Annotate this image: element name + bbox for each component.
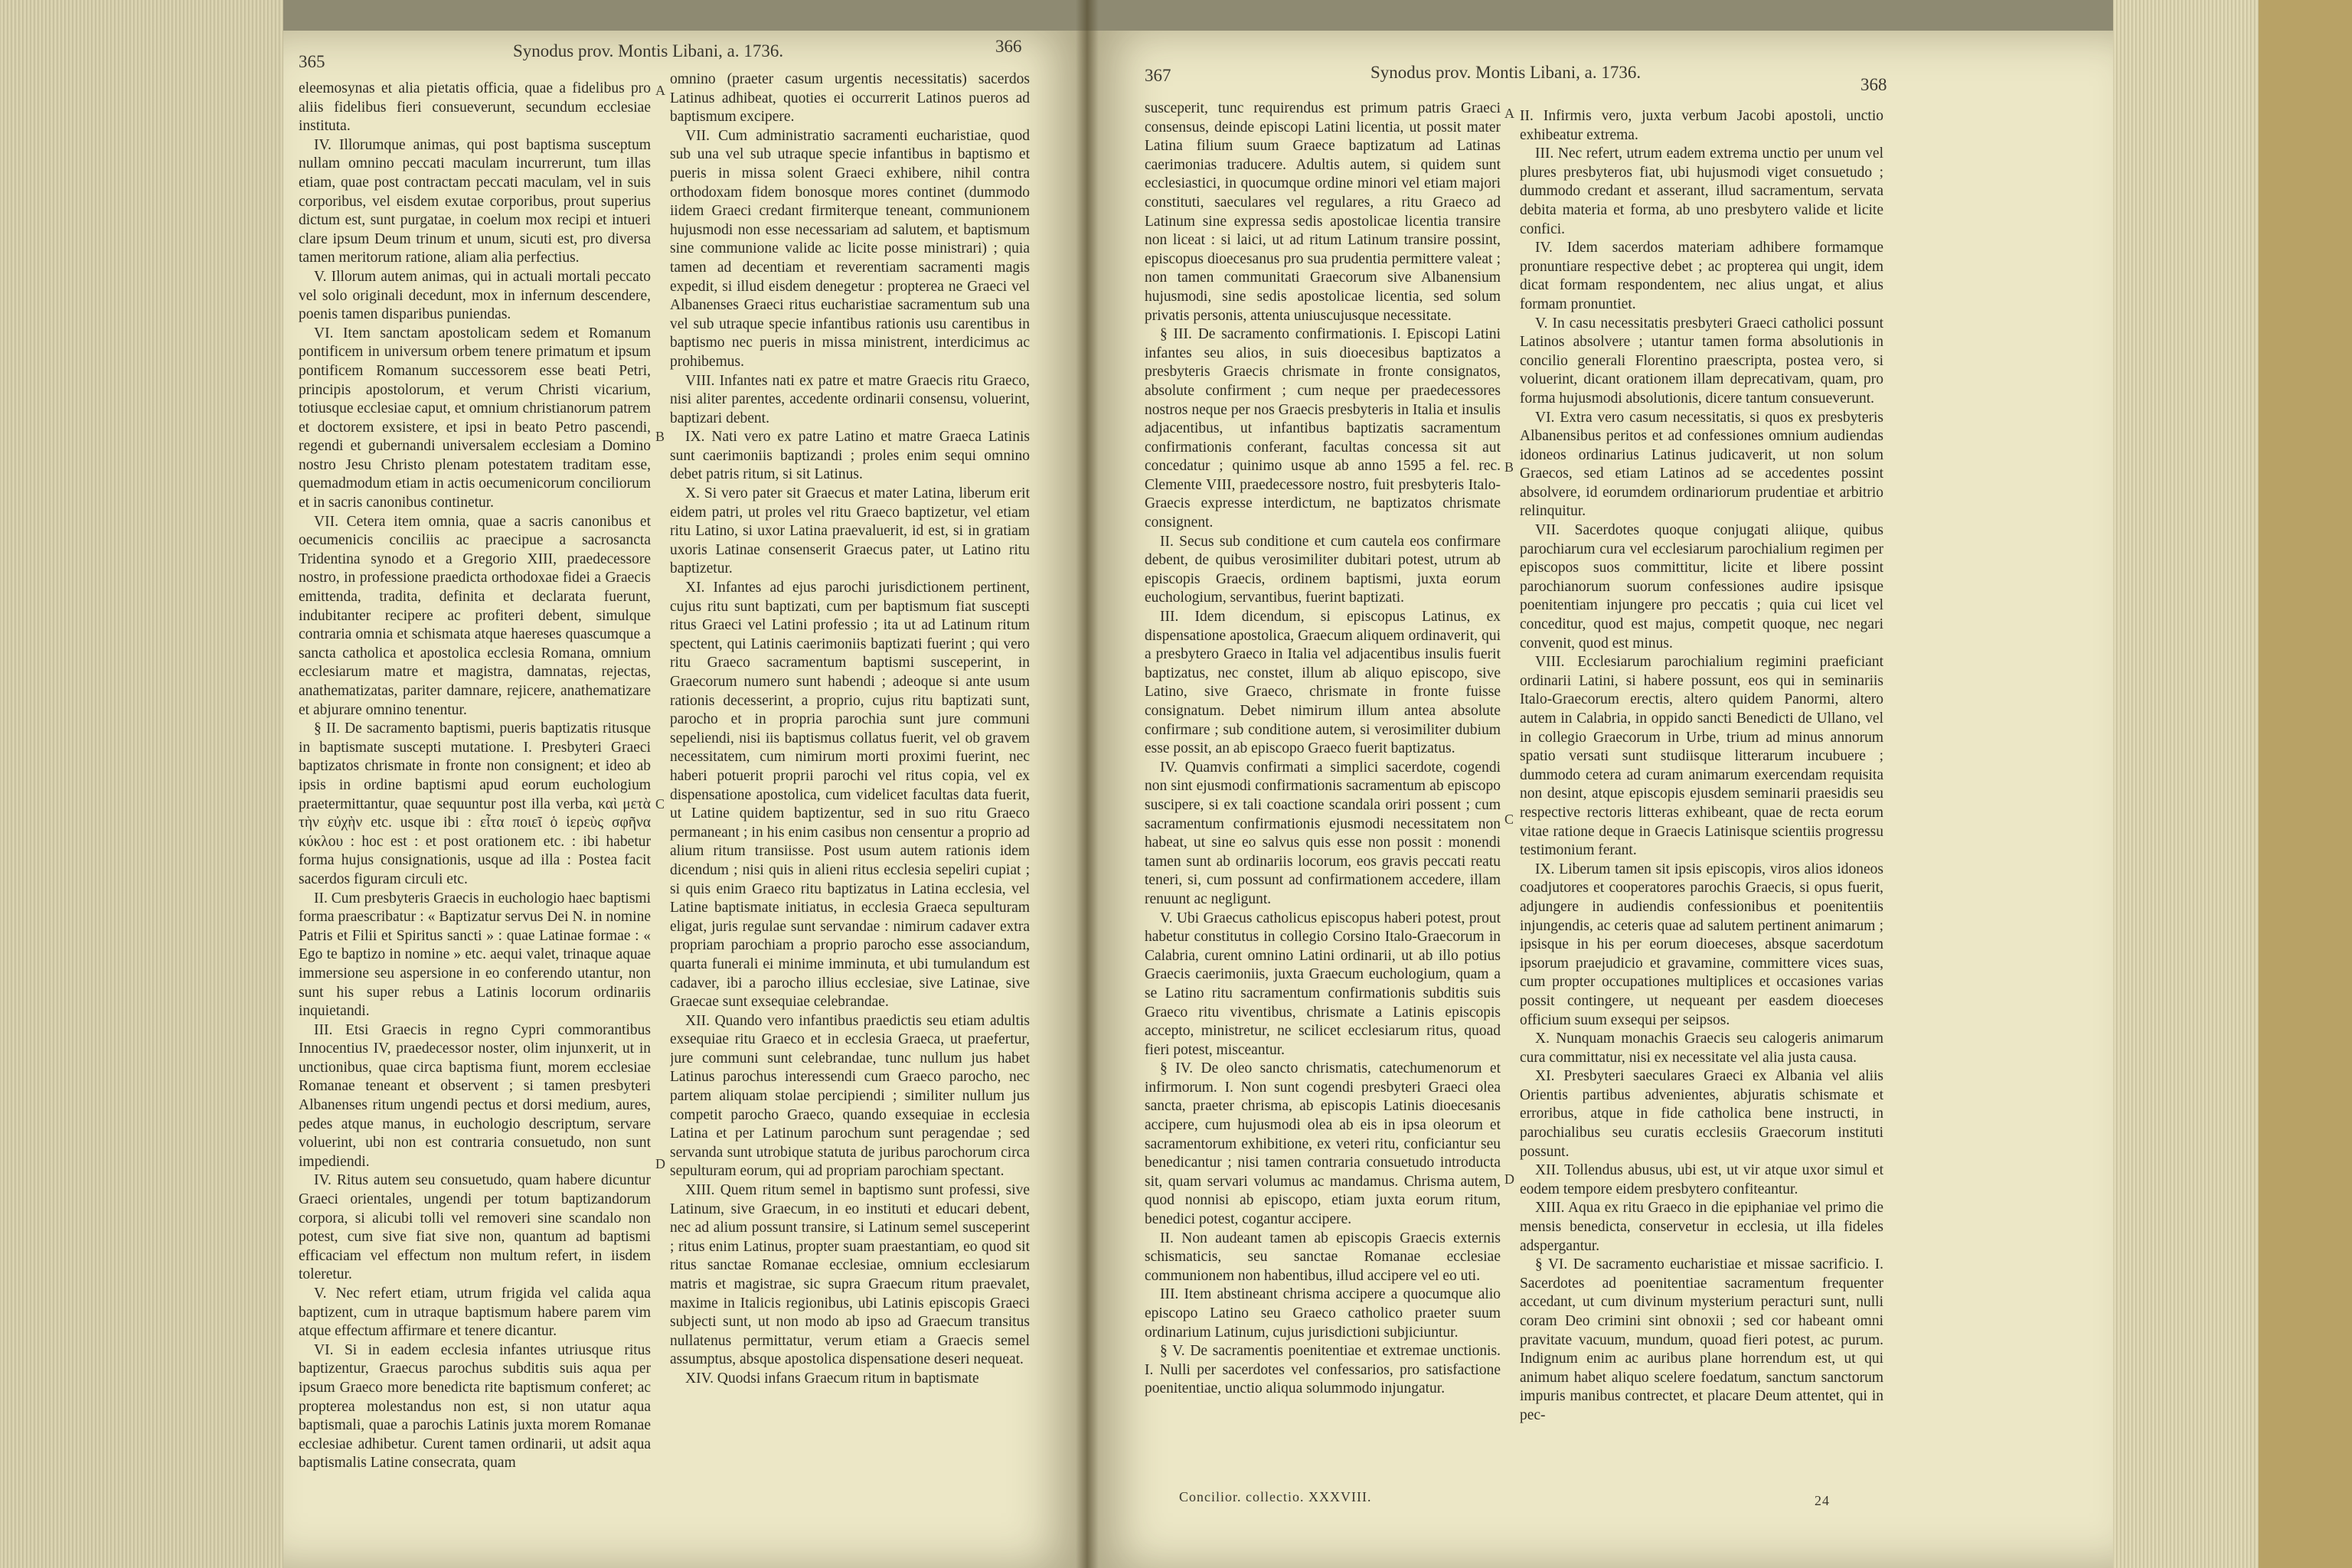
paragraph: omnino (praeter casum urgentis necessitatis) sacerdos Latinus adhibeat, quoties ei occurrerit Latinos pueros ad baptismum excipere. bbox=[670, 71, 1030, 126]
section-heading-paragraph: § V. De sacramentis poenitentiae et extremae unctionis. I. Nulli per sacerdotes vel confessarios, pro satisfactione poenitentiae, unctio aliqua solummodo injungatur. bbox=[1145, 1343, 1501, 1397]
paragraph: X. Si vero pater sit Graecus et mater Latina, liberum erit eidem patri, ut proles vel ritu Graeco baptizetur, vel etiam ritu Latino, si uxor Latina praevaluerit, id est, si in gratiam uxoris Latinae consenserit Graecus pater, ut Latino ritu baptizetur. bbox=[670, 485, 1030, 577]
signature-mark: Concilior. collectio. XXXVIII. bbox=[1179, 1489, 1372, 1504]
paragraph: II. Secus sub conditione et cum cautela eos confirmare debent, de quibus verosimiliter dubitari potest, utrum ab episcopis Graecis, ordinem baptismi, juxta eorum euchologium, servantibus, fuerint baptizati. bbox=[1145, 533, 1501, 606]
section-heading-paragraph: § III. De sacramento confirmationis. I. Episcopi Latini infantes seu alios, in suis dioecesibus baptizatos a presbyteris Graecis chrismate in fronte consignatos, absolute confirment ; cum neque per praedecessores nostros neque per nos Graecis presbyteris in Italia et insulis adjacentibus, ut infantibus baptizatis sacramentum confirmationis conferant, facultas concessa sit aut concedatur ; quinimo usque ab anno 1595 a fel. rec. Clemente VIII, praedecessore nostro, fuit presbyteris Italo-Graecis expresse interdictum, ne baptizatos chrismate consignent. bbox=[1145, 326, 1501, 531]
left-page bbox=[283, 31, 1087, 1568]
paragraph: III. Idem dicendum, si episcopus Latinus, ex dispensatione apostolica, Graecum aliquem ordinaverit, qui a presbytero Graeco in Italia vel adjacentibus insulis fuerit baptizatus, nec constet, illum ab aliquo episcopo, sive Latino, sive Graeco, chrismate in fronte fuisse consignatum. Debet nimirum illum antea absolute confirmare ; sub conditione autem, si verosimiliter dubium esse possit, an ab episcopo Graeco fuerit baptizatus. bbox=[1145, 609, 1501, 757]
running-title: Synodus prov. Montis Libani, a. 1736. bbox=[513, 41, 784, 60]
margin-letter: B bbox=[1504, 459, 1514, 475]
paragraph: XIII. Quem ritum semel in baptismo sunt professi, sive Latinum, sive Graecum, in eo instituti et educari debent, nec ad alium possunt transire, si Latinum semel susceperint ; ritus enim Latinus, propter suam praestantiam, eo quod sit ritus sanctae Romanae ecclesiae, omnium ecclesiarum matris et magistrae, sic supra Graecum ritum praevalet, maxime in Italicis regionibus, ubi Latinis episcopis Graeci subjecti sunt, ut non modo ab ipso ad Graecum transitus nullatenus permittatur, verum etiam a Graecis semel assumptus, absque apostolica dispensatione deseri nequeat. bbox=[670, 1182, 1030, 1368]
paragraph: IV. Illorumque animas, qui post baptisma susceptum nullam omnino peccati maculam incurrerunt, tum illas etiam, quae post contractam peccati maculam, vel in suis corporibus, vel eisdem exutae corporibus, prout superius dictum est, sunt purgatae, in coelum mox recipi et intueri clare ipsum Deum trinum et unum, sicuti est, pro diversa tamen meritorum ratione, aliam alia perfectius. bbox=[299, 136, 651, 266]
paragraph: XI. Presbyteri saeculares Graeci ex Albania vel aliis Orientis partibus advenientes, abjuratis schismate et erroribus, atque in fide catholica bene instructi, in parochialibus seu curatis ecclesiis Graecorum instituti possunt. bbox=[1520, 1068, 1883, 1160]
paragraph: II. Cum presbyteris Graecis in euchologio haec baptismi forma praescribatur : « Baptizatur servus Dei N. in nomine Patris et Filii et Spiritus sancti » : quae Latinae formae : « Ego te baptizo in nomine » etc. aequi valet, trinaque aquae immersione seu aspersione in eo conferendo utantur, non sunt his super rebus a Latinis locorum ordinariis inquietandi. bbox=[299, 890, 651, 1020]
margin-letter: A bbox=[655, 83, 665, 98]
text-column-right bbox=[1520, 107, 1883, 1531]
book-gutter bbox=[1076, 0, 1099, 1568]
paragraph: IX. Liberum tamen sit ipsis episcopis, viros alios idoneos coadjutores et cooperatores parochis Graecis, si opus fuerit, adjungere in audiendis confessionibus et poenitentiis injungendis, ac ceteris quae ad salutem pertinent animarum ; ipsisque in his per eorum dioeceses, absque sacerdotum ipsorum praejudicio et gravamine, committere vices suas, cum propter occupationes multiplices et occasiones varias possit contingere, ut nequeant per easdem dioeceses officium suum exsequi per seipsos. bbox=[1520, 861, 1883, 1028]
paragraph: VIII. Infantes nati ex patre et matre Graecis ritu Graeco, nisi aliter parentes, accedente ordinarii consensu, voluerint, baptizari debent. bbox=[670, 372, 1030, 426]
margin-letter: C bbox=[655, 796, 665, 812]
paragraph: III. Item abstineant chrisma accipere a quocumque alio episcopo Latino seu Graeco catholico praeter suum ordinarium Latinum, cujus jurisdictioni subjiciuntur. bbox=[1145, 1286, 1501, 1341]
text-column-right bbox=[670, 70, 1030, 1527]
paragraph: II. Non audeant tamen ab episcopis Graecis externis schismaticis, seu sanctae Romanae ecclesiae communionem non habentibus, illud accipere vel eo uti. bbox=[1145, 1230, 1501, 1284]
paragraph: VIII. Ecclesiarum parochialium regimini praeficiant ordinarii Latini, si habere possunt, eos qui in seminariis Italo-Graecorum erectis, altero quidem Panormi, altero autem in Calabria, in oppido sancti Benedicti de Ullano, vel in collegio Graecorum in Urbe, trium ad minus annorum spatio versati sunt studiisque litterarum incubuere ; dummodo cetera ad curam animarum exercendam requisita non desint, atque episcopis ejusdem seminarii praesidis seu respective rectoris litteras exhibeant, quae de recta eorum vitae ratione deque in Graecis Latinisque scientiis progressu testimonium ferant. bbox=[1520, 654, 1883, 859]
book-cover bbox=[2259, 0, 2352, 1568]
paragraph: III. Nec refert, utrum eadem extrema unctio per unum vel plures presbyteros fiat, ubi hujusmodi viget consuetudo ; dummodo credant et asserant, illud sacramentum, servata debita materia et forma, ab uno presbytero valide et licite confici. bbox=[1520, 145, 1883, 237]
paragraph: IX. Nati vero ex patre Latino et matre Graeca Latinis sunt caerimoniis baptizandi ; proles enim sequi omnino debet patris ritum, si sit Latinus. bbox=[670, 429, 1030, 483]
section-heading-paragraph: § IV. De oleo sancto chrismatis, catechumenorum et infirmorum. I. Non sunt cogendi presbyteri Graeci olea sancta, praeter chrisma, ab episcopis Latinis dioecesanis accipere, cum hujusmodi olea ab eis in ipsa oleorum et sacramentorum exhibitione, ex veteri ritu, conficiantur seu benedicantur ; nisi tamen contraria consuetudo introducta sit, quam servari volumus ac mandamus. Chrisma autem, quod nonnisi ab episcopo, etiam juxta eorum ritum, benedici potest, cogantur accipere. bbox=[1145, 1060, 1501, 1228]
paragraph: V. Ubi Graecus catholicus episcopus haberi potest, prout habetur constitutus in collegio Corsino Italo-Graecorum in Calabria, curent omnino Latini ordinarii, ut ab illo potius Graecis caerimoniis, juxta Graecum euchologium, quam a se Latino ritu sacramentum confirmationis subditis suis Graeco ritu viventibus, chrismate a Latinis episcopis accepto, ministretur, ne scilicet ecclesiarum ritus, quoad fieri potest, misceantur. bbox=[1145, 910, 1501, 1058]
page-number: 367 bbox=[1145, 66, 1171, 85]
paragraph: IV. Idem sacerdos materiam adhibere formamque pronuntiare respective debet ; ac propterea qui ungit, idem dicat formam respondentem, nec alius ungat, et alius formam pronuntiet. bbox=[1520, 240, 1883, 312]
paragraph: XII. Quando vero infantibus praedictis seu etiam adultis exsequiae ritu Graeco et in ecclesia Graeca, ut praefertur, jure communi sunt celebrandae, tunc nullum jus habet Latinus parochus interessendi cum Graeco parocho, nec partem aliquam stolae percipiendi ; similiter nullum jus competit parocho Graeco, quando exsequiae in ecclesia Latina et per Latinum parochum sunt peragendae ; sed servanda sunt utrobique statuta de juribus parochorum circa sepulturam eorum, qui ad propriam parochiam spectant. bbox=[670, 1012, 1030, 1180]
paragraph: VII. Cetera item omnia, quae a sacris canonibus et oecumenicis conciliis ac praecipue a sacrosancta Tridentina synodo et a Gregorio XIII, praedecessore nostro, in professione praedicta orthodoxae fidei a Graecis emittenda, tradita, definita et declarata fuerunt, indubitanter recipere ac profiteri debent, simulque contraria omnia et schismata atque haereses quascumque a sancta catholica et apostolica ecclesia Romana, omnium ecclesiarum matre et magistra, damnatas, rejectas, anathematizatas, pariter damnare, rejicere, anathematizare et abjurare omnino tenentur. bbox=[299, 513, 651, 718]
margin-letter: C bbox=[1504, 812, 1514, 827]
paragraph: II. Infirmis vero, juxta verbum Jacobi apostoli, unctio exhibeatur extrema. bbox=[1520, 108, 1883, 143]
paragraph: V. Nec refert etiam, utrum frigida vel calida aqua baptizent, cum in utraque baptismum habere parem vim atque effectum affirmare et tenere dicantur. bbox=[299, 1285, 651, 1340]
paragraph: VII. Cum administratio sacramenti eucharistiae, quod sub una vel sub utraque specie infantibus in baptismo et pueris in missa solent Graeci exhibere, nihil contra orthodoxam fidem bonosque mores continet (dummodo iidem Graeci credant firmiterque teneant, communionem hujusmodi non esse necessariam ad salutem, et baptismum sine communione valide ac licite posse ministrari) ; quia tamen ad decentiam et reverentiam sacramenti magis expedit, si illud eisdem denegetur : propterea ne Graeci vel Albanenses Graeci ritus eucharistiae sacramentum sub una vel sub utraque specie infantibus rationis usu carentibus in baptismo nec pueris in missa ministrent, interdicimus ac prohibemus. bbox=[670, 127, 1030, 370]
page-number: 366 bbox=[995, 37, 1022, 56]
paragraph: V. In casu necessitatis presbyteri Graeci catholici possunt Latinos absolvere ; utantur tamen forma absolutionis in concilio generali Florentino praescripta, postea vero, si voluerint, dicant orationem illam deprecativam, quam, pro forma hujusmodi absolutionis, dicere tantum consueverunt. bbox=[1520, 315, 1883, 407]
paragraph: IV. Quamvis confirmati a simplici sacerdote, cogendi non sint ejusmodi confirmationis sacramentum ab episcopo suscipere, si ex tali coactione scandala oriri possent ; cum sacramentum confirmationis ejusmodi necessitatem non habeat, ut sine eo salvus quis esse non possit : monendi tamen sunt ab ordinariis locorum, eos gravis peccati reatu teneri, si, cum possunt ad confirmationem accedere, illam renuunt ac negligunt. bbox=[1145, 759, 1501, 907]
paragraph: VII. Sacerdotes quoque conjugati aliique, quibus parochiarum cura vel ecclesiarum parochialium regimen per episcopos suos committitur, licite et libere possint parochianorum suorum confessiones audire ipsisque poenitentiam injungere pro peccatis ; quia cui licet vel conceditur, quod est majus, competit quoque, nec negari convenit, quod est minus. bbox=[1520, 522, 1883, 652]
page-number: 365 bbox=[299, 52, 325, 71]
margin-letter: A bbox=[1504, 106, 1514, 121]
margin-letter: D bbox=[655, 1156, 665, 1171]
running-title: Synodus prov. Montis Libani, a. 1736. bbox=[1370, 63, 1642, 82]
margin-letter: B bbox=[655, 429, 665, 444]
paragraph: XII. Tollendus abusus, ubi est, ut vir atque uxor simul et eodem tempore eidem presbytero confiteantur. bbox=[1520, 1162, 1883, 1197]
paragraph: XIII. Aqua ex ritu Graeco in die epiphaniae vel primo die mensis benedicta, conservetur in ecclesia, ut illa fideles adspergantur. bbox=[1520, 1200, 1883, 1254]
paragraph: V. Illorum autem animas, qui in actuali mortali peccato vel solo originali decedunt, mox in infernum descendere, poenis tamen disparibus puniendas. bbox=[299, 268, 651, 323]
section-heading-paragraph: § II. De sacramento baptismi, pueris baptizatis ritusque in baptismate suscepti mutatione. I. Presbyteri Graeci baptizatos chrismate in fronte non consignent; et ideo ab ipsis in ordine baptismi apud eorum euchologium praetermittantur, quae sequuntur post illa verba, καὶ μετὰ τὴν εὐχὴν etc. usque ibi : εἶτα ποιεῖ ὁ ἱερεὺς σφῆνα κύκλου : hoc est : et post orationem etc. : ibi habetur forma hujus consignationis, usque ad illa : Postea facit sacerdos figuram circuli etc. bbox=[299, 720, 651, 887]
paragraph: XIV. Quodsi infans Graecum ritum in baptismate bbox=[685, 1370, 979, 1387]
margin-letter: D bbox=[1504, 1171, 1514, 1187]
paragraph: VI. Item sanctam apostolicam sedem et Romanum pontificem in universum orbem tenere primatum et ipsum pontificem Romanum successorem esse beati Petri, principis apostolorum, et verum Christi vicarium, totiusque ecclesiae caput, et omnium christianorum patrem et doctorem exsistere, et ipsi in beato Petro pascendi, regendi et gubernandi universalem ecclesiam a Domino nostro Jesu Christo plenam potestatem traditam esse, quemadmodum etiam in actis oecumenicorum conciliorum et in sacris canonibus continetur. bbox=[299, 325, 651, 511]
paragraph: X. Nunquam monachis Graecis seu calogeris animarum cura committatur, nisi ex necessitate vel alia justa causa. bbox=[1520, 1031, 1883, 1066]
paragraph: eleemosynas et alia pietatis officia, quae a fidelibus pro aliis fidelibus fieri consueverunt, secundum ecclesiae instituta. bbox=[299, 80, 651, 135]
paragraph: § VI. De sacramento eucharistiae et missae sacrificio. I. Sacerdotes ad poenitentiae sacramentum frequenter accedant, ut cum divinum mysterium peracturi sunt, nulli coram Deo crimini sint obnoxii ; sed cor habeant omni pravitate vacuum, mundum, quoad fieri potest, ac purum. Indignum enim ac auribus plane horrendum est, ut qui animum habet aliquo scelere foedatum, sanctum sanctorum impuris manibus contrectet, et placare Deum attentet, qui in pec- bbox=[1520, 1256, 1883, 1423]
paragraph: VI. Extra vero casum necessitatis, si quos ex presbyteris Albanensibus peritos et ad confessiones omnium audiendas idoneos ordinarius Latinus judicaverit, ut non solum Graecos, sed etiam Latinos ad se accedentes possint absolvere, id eorumdem ordinariorum prudentiae et arbitrio relinquitur. bbox=[1520, 409, 1883, 520]
left-page-edges bbox=[0, 0, 283, 1568]
right-page bbox=[1087, 31, 2113, 1568]
paragraph: IV. Ritus autem seu consuetudo, quam habere dicuntur Graeci orientales, ungendi per totum baptizandorum corpora, si alicubi tolli vel removeri sine scandalo non potest, cum sive fiat sive non, quantum ad baptismi efficaciam vel effectum non multum refert, in iisdem toleretur. bbox=[299, 1172, 651, 1283]
paragraph: XI. Infantes ad ejus parochi jurisdictionem pertinent, cujus ritu sunt baptizati, cum per baptismum fiat suscepti ritus Graeci vel Latini professio ; ita ut ad Latinum ritum spectent, qui Latinis caerimoniis baptizati fuerint ; qui vero ritu Graeco sacramentum baptismi susceperint, in Graecorum numero sunt habendi ; adeoque si ante usum rationis decesserint, a proprio, cujus ritu baptizati sunt, parocho et in propria parochia sunt jure communi sepeliendi, nisi iis baptismus collatus fuerit, vel ob gravem necessitatem, cum nimirum morti proximi fuerint, nec haberi potuerit proprii parochi vel ritus copia, vel ex dispensatione apostolica, cum videlicet facultas data fuerit, ut Latine quidem baptizentur, sed in suo ritu Graeco permaneant ; in his enim casibus non censentur a proprio ad alium ritum transiisse. Post usum autem rationis idem dicendum ; nisi quis in alieni ritus ecclesia sepeliri cupiat ; si quis enim Graeco ritu baptizatus in Latina ecclesia, vel Latine baptismate initiatus, in ecclesia Graeca sepulturam eligat, juris regulae sunt servandae : nimirum cadaver extra propriam parochiam a proprio parocho esse associandum, quarta funerali ei minime imminuta, et ubi tumulandum est cadaver, ibi a parocho illius ecclesiae, sive Latinae, sive Graecae sunt exsequiae celebrandae. bbox=[670, 580, 1030, 1011]
text-column-left bbox=[1145, 100, 1501, 1531]
text-column-left bbox=[299, 80, 651, 1527]
sheet-number: 24 bbox=[1815, 1493, 1830, 1508]
right-page-edges bbox=[2113, 0, 2259, 1568]
paragraph: III. Etsi Graecis in regno Cypri commorantibus Innocentius IV, praedecessor noster, olim injunxerit, ut in unctionibus, quae circa baptisma fiunt, morem ecclesiae Romanae teneant et observent ; si tamen presbyteri Albanenses ritum ungendi pectus et dorsi medium, aures, pedes atque manus, in euchologio descriptum, servare voluerint, ubi non est contraria consuetudo, non sunt impediendi. bbox=[299, 1021, 651, 1170]
paragraph: susceperit, tunc requirendus est primum patris Graeci consensus, deinde episcopi Latini licentia, ut possit mater Latina filium suum Graece baptizatum ad Latinas caerimonias traducere. Adultis autem, si quidem sunt ecclesiastici, in quocumque ordine minori vel etiam majori constituti, saeculares vel regulares, a ritu Graeco ad Latinum sine expressa sedis apostolicae licentia transire non liceat : si laici, ut ad ritum Latinum transire possint, episcopus dioecesanus pro sua prudentia permittere valeat ; non tamen communitati Graecorum sive Albanensium hujusmodi, sine sedis apostolicae licentia, sed solum privatis personis, attenta uniuscujusque necessitate. bbox=[1145, 100, 1501, 324]
page-number: 368 bbox=[1860, 75, 1887, 94]
paragraph: VI. Si in eadem ecclesia infantes utriusque ritus baptizentur, Graecus parochus subditis suis aqua per ipsum Graeco more benedicta rite baptismum conferet; ac propterea molestandus non est, si non utatur aqua baptismali, quae a parochis Latinis juxta morem Romanae ecclesiae adhibetur. Curent tamen ordinarii, ut adsit aqua baptismalis Latine consecrata, quam bbox=[299, 1341, 651, 1472]
